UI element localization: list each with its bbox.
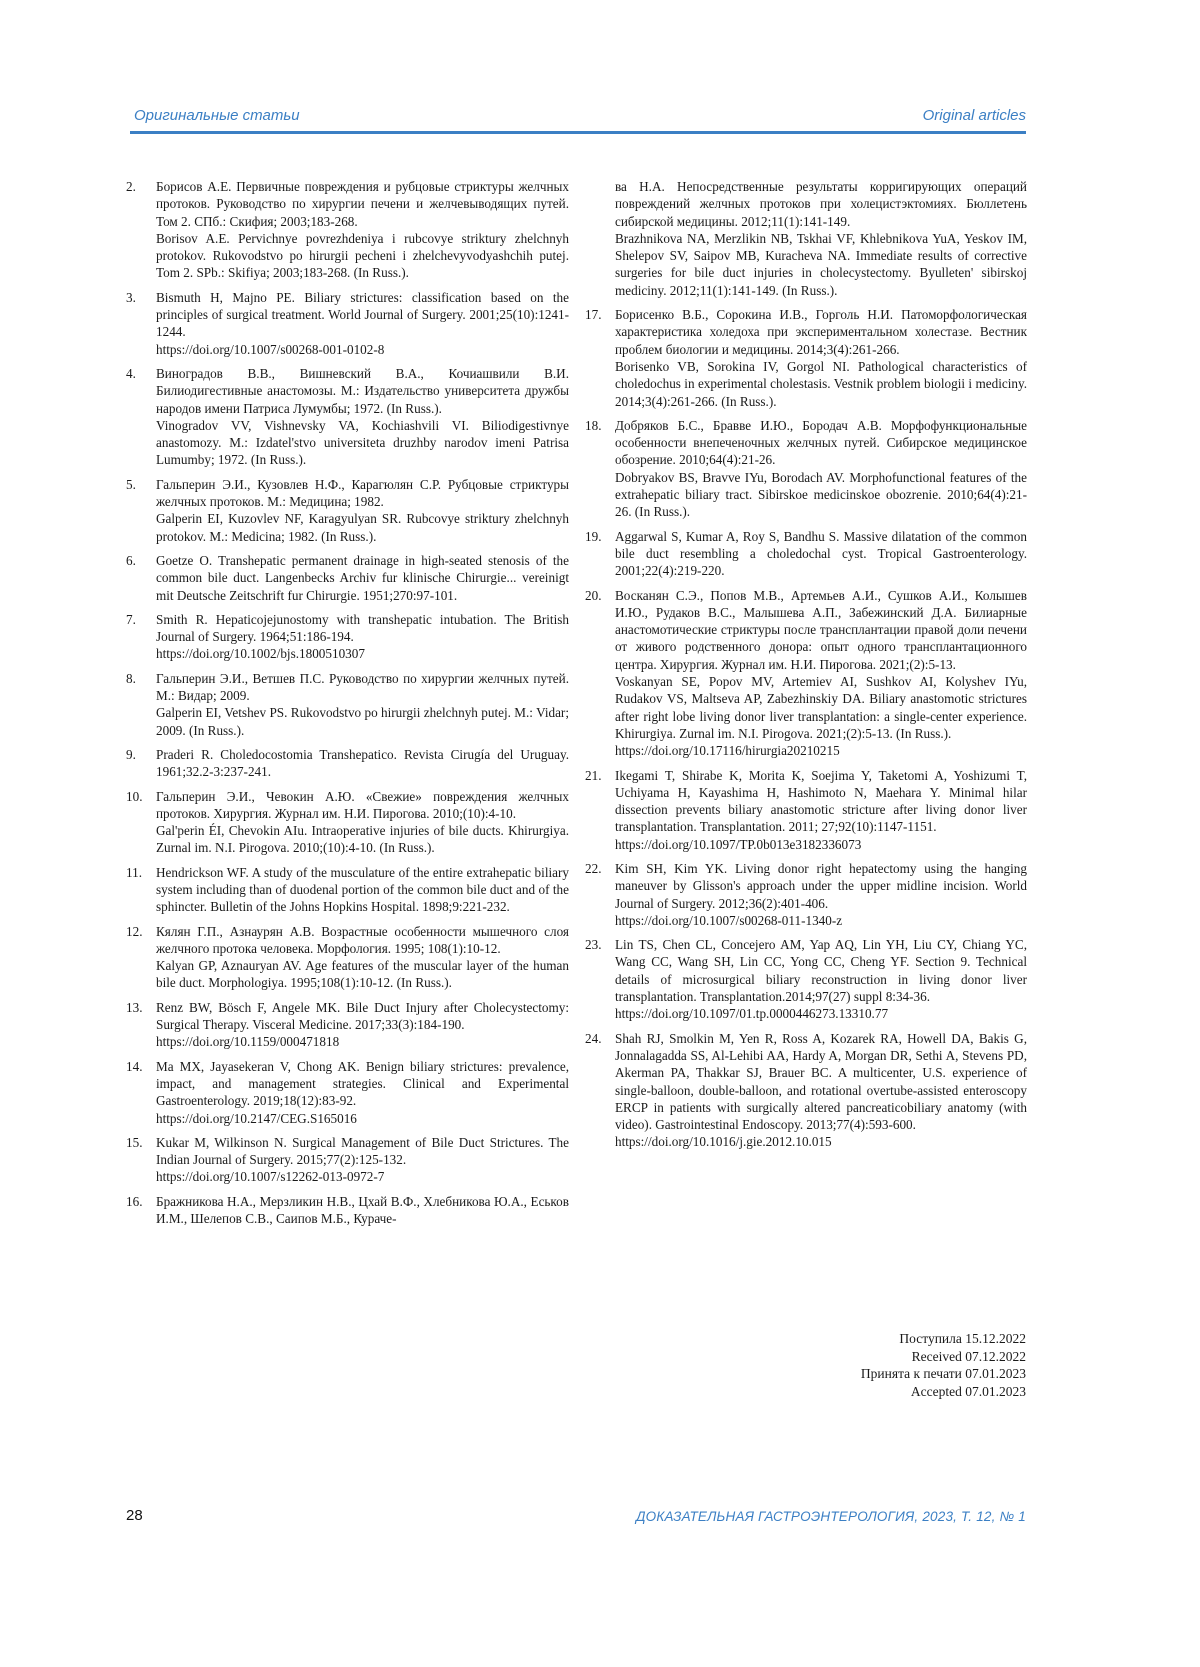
reference-text: Lin TS, Chen CL, Concejero AM, Yap AQ, Lin YH, Liu CY, Chiang YC, Wang CC, Wang SH, Lin CC, Yong CC, Cheng YF. Section 9. Technical details of microsurgical biliary reconstruction in living donor liver transplantation. Transplantation.2014;97(27) suppl 8:34-36.	[615, 937, 1027, 1005]
received-dates	[861, 1330, 1026, 1400]
reference-text: Hendrickson WF. A study of the musculature of the entire extrahepatic biliary system including than of duodenal portion of the common bile duct and of the sphincter. Bulletin of the Johns Hopkins Hospital. 1898;9:221-232.	[156, 864, 569, 915]
reference-text: Brazhnikova NA, Merzlikin NB, Tskhai VF, Khlebnikova YuA, Yeskov IM, Shelepov SV, Saipov MB, Kuracheva NA. Immediate results of corrective surgeries for bile duct injuries in cholecystectomy. Byulleten' sibirskoj mediciny. 2012;11(1):141-149. (In Russ.).	[615, 230, 1027, 298]
reference-item	[126, 611, 569, 663]
reference-text: Бражникова Н.А., Мерзликин Н.В., Цхай В.Ф., Хлебникова Ю.А., Еськов И.М., Шелепов С.В., Саипов М.Б., Кураче-	[156, 1193, 569, 1227]
reference-text: Smith R. Hepaticojejunostomy with transhepatic intubation. The British Journal of Surgery. 1964;51:186-194.	[156, 611, 569, 645]
reference-number: 3.	[126, 289, 136, 305]
reference-text: Vinogradov VV, Vishnevsky VA, Kochiashvili VI. Biliodigestivnye anastomozy. M.: Izdatel'stvo universiteta druzhby narodov imeni Patrisa Lumumby; 1972. (In Russ.).	[156, 417, 569, 468]
reference-item	[126, 178, 569, 282]
reference-item	[126, 670, 569, 739]
reference-text: Bismuth H, Majno PE. Biliary strictures: classification based on the principles of surgical treatment. World Journal of Surgery. 2001;25(10):1241-1244.	[156, 289, 569, 340]
reference-text: https://doi.org/10.1097/01.tp.0000446273.13310.77	[615, 1006, 889, 1022]
reference-text: Восканян С.Э., Попов М.В., Артемьев А.И., Сушков А.И., Колышев И.Ю., Рудаков В.С., Малышева А.П., Забежинский Д.А. Билиарные анастомотические стриктуры после трансплантации правой доли печени от живого родственного донора: опыт одного трансплантационного центра. Хирургия. Журнал им. Н.И. Пирогова. 2021;(2):5-13.	[615, 587, 1027, 672]
reference-text: Renz BW, Bösch F, Angele MK. Bile Duct Injury after Cholecystectomy: Surgical Therapy. Visceral Medicine. 2017;33(3):184-190.	[156, 999, 569, 1033]
reference-text: Kim SH, Kim YK. Living donor right hepatectomy using the hanging maneuver by Glisson's approach under the upper midline incision. World Journal of Surgery. 2012;36(2):401-406.	[615, 860, 1027, 911]
reference-text: https://doi.org/10.2147/CEG.S165016	[156, 1110, 357, 1126]
reference-number: 6.	[126, 552, 136, 568]
reference-item	[126, 365, 569, 469]
reference-text: Praderi R. Choledocostomia Transhepatico. Revista Cirugía del Uruguay. 1961;32.2-3:237-241.	[156, 746, 569, 780]
references-right-column	[585, 178, 1027, 1158]
reference-item	[585, 860, 1027, 929]
header-rule	[130, 131, 1026, 134]
reference-number: 24.	[585, 1030, 602, 1046]
reference-number: 19.	[585, 528, 602, 544]
reference-text: Shah RJ, Smolkin M, Yen R, Ross A, Kozarek RA, Howell DA, Bakis G, Jonnalagadda SS, Al-Lehibi AA, Hardy A, Morgan DR, Sethi A, Stevens PD, Akerman PA, Thakkar SJ, Brauer BC. A multicenter, U.S. experience of single-balloon, double-balloon, and rotational overtube-assisted enteroscopy ERCP in patients with surgically altered pancreaticobiliary anatomy (with video). Gastrointestinal Endoscopy. 2013;77(4):593-600.	[615, 1030, 1027, 1133]
reference-text: Kukar M, Wilkinson N. Surgical Management of Bile Duct Strictures. The Indian Journal of Surgery. 2015;77(2):125-132.	[156, 1134, 569, 1168]
received-line: Поступила 15.12.2022	[899, 1331, 1026, 1346]
journal-footer: ДОКАЗАТЕЛЬНАЯ ГАСТРОЭНТЕРОЛОГИЯ, 2023, Т. 12, № 1	[635, 1509, 1026, 1524]
reference-continuation	[585, 178, 1027, 299]
reference-text: Борисов А.Е. Первичные повреждения и рубцовые стриктуры желчных протоков. Руководство по хирургии печени и желчевыводящих путей. Том 2. СПб.: Скифия; 2003;183-268.	[156, 179, 569, 229]
reference-text: Dobryakov BS, Bravve IYu, Borodach AV. Morphofunctional features of the extrahepatic biliary tract. Sibirskoe medicinskoe obozrenie. 2010;64(4):21-26. (In Russ.).	[615, 469, 1027, 520]
reference-text: Kalyan GP, Aznauryan AV. Age features of the muscular layer of the human bile duct. Morphologiya. 1995;108(1):10-12. (In Russ.).	[156, 958, 569, 991]
reference-number: 4.	[126, 365, 136, 381]
running-header	[130, 107, 1026, 129]
reference-text: Борисенко В.Б., Сорокина И.В., Горголь Н.И. Патоморфологическая характеристика холедоха при экспериментальном холестазе. Вестник проблем биологии и медицины. 2014;3(4):261-266.	[615, 307, 1027, 357]
reference-item	[126, 788, 569, 857]
reference-number: 5.	[126, 476, 136, 492]
reference-item	[126, 476, 569, 545]
reference-number: 11.	[126, 864, 142, 880]
reference-text: https://doi.org/10.1007/s12262-013-0972-7	[156, 1169, 385, 1185]
reference-item	[126, 552, 569, 604]
reference-item	[585, 936, 1027, 1022]
reference-text: Voskanyan SE, Popov MV, Artemiev AI, Sushkov AI, Kolyshev IYu, Rudakov VS, Maltseva AP, Zabezhinskiy DA. Biliary anastomotic strictures after right lobe living donor liver transplantation: a single-center experience. Khirurgiya. Zurnal im. N.I. Pirogova. 2021;(2):5-13. (In Russ.).	[615, 674, 1027, 741]
reference-text: Borisenko VB, Sorokina IV, Gorgol NI. Pathological characteristics of choledochus in experimental cholestasis. Vestnik problem biologii i mediciny. 2014;3(4):261-266. (In Russ.).	[615, 358, 1027, 409]
reference-number: 8.	[126, 670, 136, 686]
page-number: 28	[126, 1507, 143, 1524]
reference-number: 14.	[126, 1058, 143, 1074]
reference-text: Ikegami T, Shirabe K, Morita K, Soejima Y, Taketomi A, Yoshizumi T, Uchiyama H, Kayashima H, Hashimoto N, Maehara Y. Minimal hilar dissection prevents biliary anastomotic stricture after living donor liver transplantation. Transplantation. 2011; 27;92(10):1147-1151.	[615, 767, 1027, 835]
reference-text: Borisov A.E. Pervichnye povrezhdeniya i rubcovye striktury zhelchnyh protokov. Rukovodstvo po hirurgii pecheni i zhelchevyvodyashchih putej. Tom 2. SPb.: Skifiya; 2003;183-268. (In Russ.).	[156, 230, 569, 281]
references-left-column	[126, 178, 569, 1234]
reference-item	[126, 1134, 569, 1186]
reference-text: Гальперин Э.И., Ветшев П.С. Руководство по хирургии желчных путей. М.: Видар; 2009.	[156, 670, 569, 704]
received-line: Принята к печати 07.01.2023	[860, 1366, 1026, 1381]
reference-text: Кялян Г.П., Азнаурян А.В. Возрастные особенности мышечного слоя желчного протока человека. Морфология. 1995; 108(1):10-12.	[156, 923, 569, 956]
reference-number: 22.	[585, 860, 602, 876]
reference-item	[585, 528, 1027, 580]
reference-number: 9.	[126, 746, 136, 762]
reference-text: Galperin EI, Kuzovlev NF, Karagyulyan SR. Rubcovye striktury zhelchnyh protokov. M.: Medicina; 1982. (In Russ.).	[156, 511, 569, 544]
reference-item	[585, 587, 1027, 760]
reference-text: Гальперин Э.И., Кузовлев Н.Ф., Карагюлян С.Р. Рубцовые стриктуры желчных протоков. М.: Медицина; 1982.	[156, 476, 569, 510]
reference-text: Ma MX, Jayasekeran V, Chong AK. Benign biliary strictures: prevalence, impact, and management strategies. Clinical and Experimental Gastroenterology. 2019;18(12):83-92.	[156, 1058, 569, 1109]
received-line: Received 07.12.2022	[911, 1348, 1026, 1364]
reference-text: Гальперин Э.И., Чевокин А.Ю. «Свежие» повреждения желчных протоков. Хирургия. Журнал им. Н.И. Пирогова. 2010;(10):4-10.	[156, 788, 569, 821]
reference-item	[585, 1030, 1027, 1151]
reference-text: Виноградов В.В., Вишневский В.А., Кочиашвили В.И. Билиодигестивные анастомозы. М.: Издательство университета дружбы народов имени Патриса Лумумбы; 1972. (In Russ.).	[156, 365, 569, 416]
reference-number: 23.	[585, 937, 602, 953]
reference-text: Aggarwal S, Kumar A, Roy S, Bandhu S. Massive dilatation of the common bile duct resembling a choledochal cyst. Tropical Gastroenterology. 2001;22(4):219-220.	[615, 528, 1027, 579]
reference-number: 21.	[585, 767, 602, 783]
reference-item	[585, 767, 1027, 853]
reference-item	[126, 999, 569, 1051]
reference-number: 13.	[126, 999, 143, 1015]
reference-number: 16.	[126, 1193, 143, 1209]
section-title-ru: Оригинальные статьи	[134, 107, 300, 124]
reference-text: https://doi.org/10.1016/j.gie.2012.10.015	[615, 1134, 832, 1150]
reference-text: Gal'perin ÉI, Chevokin AIu. Intraoperative injuries of bile ducts. Khirurgiya. Zurnal im. N.I. Pirogova. 2010;(10):4-10. (In Russ.).	[156, 823, 569, 856]
reference-number: 7.	[126, 611, 136, 627]
reference-item	[126, 864, 569, 916]
reference-number: 20.	[585, 587, 602, 603]
reference-item	[126, 923, 569, 992]
reference-number: 18.	[585, 417, 602, 433]
reference-text: Goetze O. Transhepatic permanent drainage in high-seated stenosis of the common bile duct. Langenbecks Archiv fur klinische Chirurgie... vereinigt mit Deutsche Zeitschrift fur Chirurgie. 1951;270:97-101.	[156, 552, 569, 603]
reference-item	[126, 746, 569, 781]
reference-item	[126, 1193, 569, 1228]
reference-number: 2.	[126, 179, 136, 194]
reference-text: https://doi.org/10.1007/s00268-011-1340-z	[615, 912, 843, 928]
reference-number: 10.	[126, 788, 143, 804]
reference-number: 12.	[126, 923, 143, 939]
section-title-en: Original articles	[922, 107, 1026, 124]
reference-text: https://doi.org/10.1002/bjs.1800510307	[156, 646, 365, 662]
reference-item	[585, 306, 1027, 410]
received-line: Accepted 07.01.2023	[910, 1383, 1026, 1399]
reference-text: Добряков Б.С., Бравве И.Ю., Бородач А.В. Морфофункциональные особенности внепеченочных желчных путей. Сибирское медицинское обозрение. 2010;64(4):21-26.	[615, 417, 1027, 468]
reference-text: https://doi.org/10.17116/hirurgia20210215	[615, 743, 840, 759]
reference-text: Galperin EI, Vetshev PS. Rukovodstvo po hirurgii zhelchnyh putej. M.: Vidar; 2009. (In Russ.).	[156, 705, 569, 738]
reference-number: 17.	[585, 307, 602, 323]
reference-text: https://doi.org/10.1007/s00268-001-0102-8	[156, 341, 385, 357]
reference-text: https://doi.org/10.1097/TP.0b013e3182336073	[615, 836, 862, 852]
reference-text: ва Н.А. Непосредственные результаты корригирующих операций повреждений желчных протоков при холецистэктомиях. Бюллетень сибирской медицины. 2012;11(1):141-149.	[615, 179, 1027, 229]
reference-item	[126, 289, 569, 358]
reference-number: 15.	[126, 1134, 143, 1150]
reference-item	[585, 417, 1027, 521]
reference-item	[126, 1058, 569, 1127]
reference-text: https://doi.org/10.1159/000471818	[156, 1034, 340, 1050]
